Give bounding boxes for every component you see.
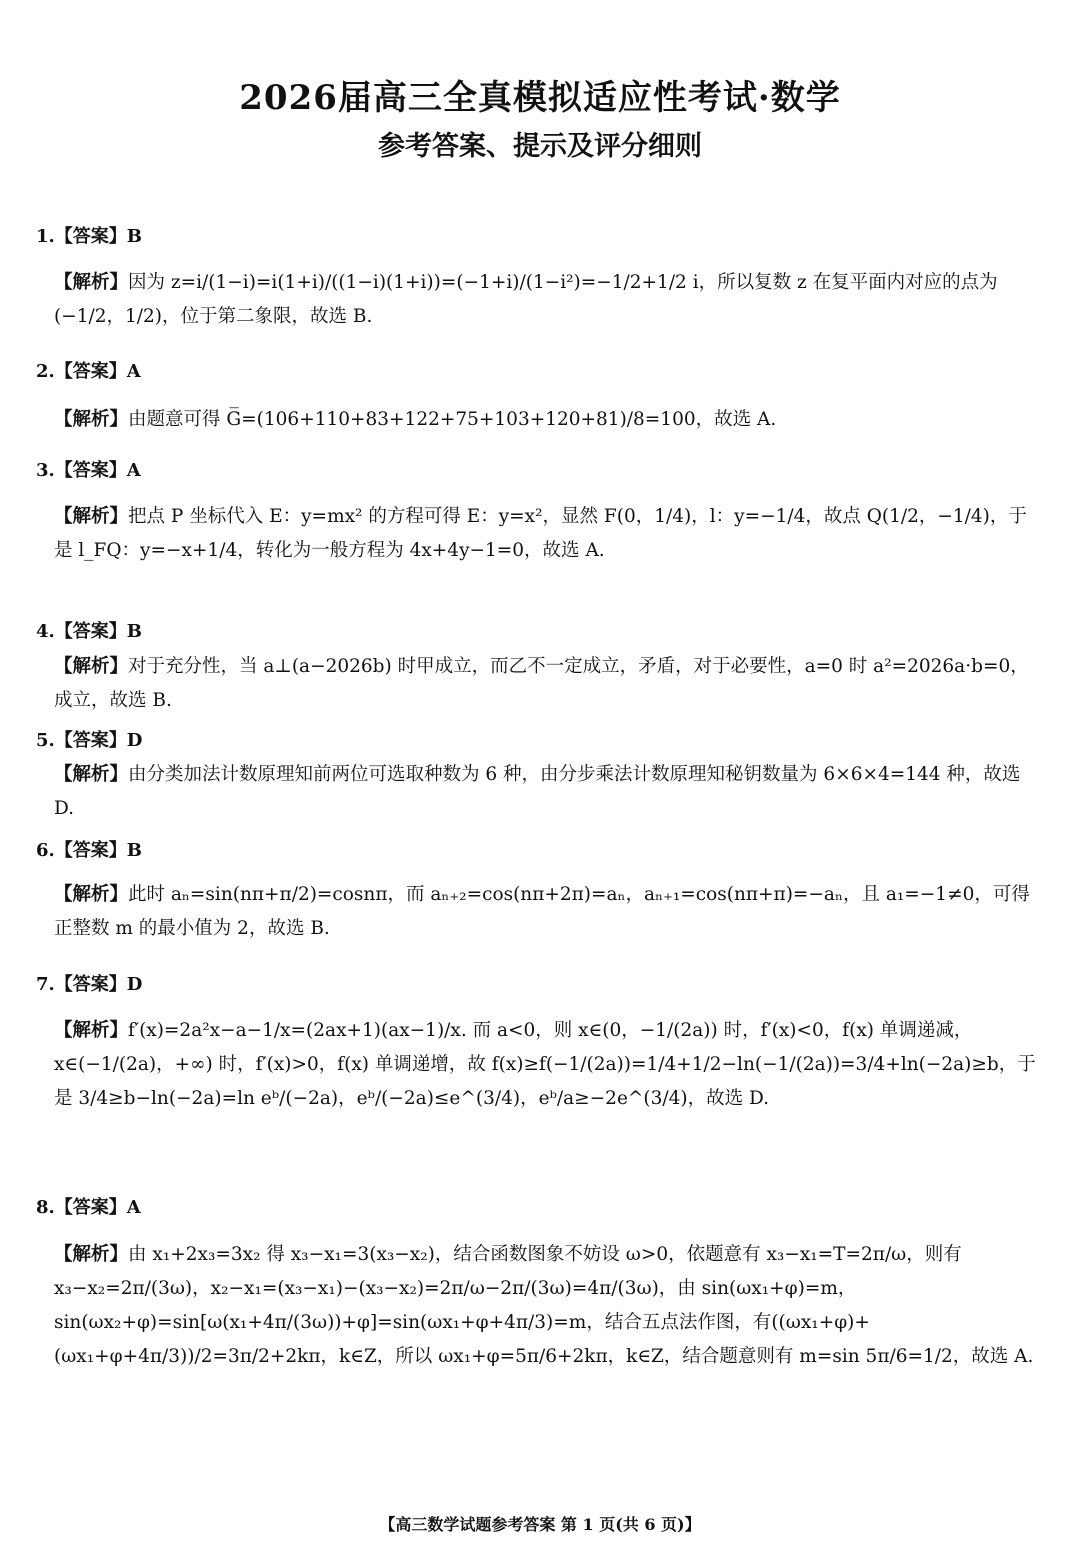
analysis-tag: 【解析】 [54, 272, 129, 293]
question-number: 1. [36, 226, 55, 247]
question-number: 6. [36, 840, 55, 861]
answer-tag: 【答案】 [54, 361, 127, 382]
analysis-tag: 【解析】 [54, 1020, 129, 1041]
analysis-7 [54, 1014, 1044, 1116]
page-title: 2026届高三全真模拟适应性考试·数学 [239, 78, 841, 118]
answer-tag: 【答案】 [54, 621, 127, 642]
analysis-8 [54, 1238, 1044, 1374]
answer-tag: 【答案】 [54, 730, 127, 751]
analysis-tag: 【解析】 [54, 764, 129, 785]
analysis-4 [54, 650, 1044, 718]
answer-line-7 [36, 970, 142, 996]
answer-tag: 【答案】 [54, 460, 127, 481]
analysis-text: 由题意可得 G̅=(106+110+83+122+75+103+120+81)/8=100，故选 A. [128, 409, 777, 430]
question-number: 4. [36, 621, 55, 642]
analysis-text: 此时 aₙ=sin(nπ+π/2)=cosnπ，而 aₙ₊₂=cos(nπ+2π)=aₙ，aₙ₊₁=cos(nπ+π)=−aₙ，且 a₁=−1≠0，可得正整数 m 的最小值为 2，故选 B. [54, 884, 1030, 939]
answer-tag: 【答案】 [54, 1197, 127, 1218]
answer-value: A [126, 361, 141, 382]
analysis-2 [54, 403, 1044, 437]
question-number: 3. [36, 460, 55, 481]
answer-value: A [126, 1197, 141, 1218]
answer-tag: 【答案】 [54, 974, 127, 995]
page-subtitle: 参考答案、提示及评分细则 [378, 131, 702, 162]
question-number: 7. [36, 974, 55, 995]
analysis-tag: 【解析】 [54, 1244, 129, 1265]
analysis-text: 由 x₁+2x₃=3x₂ 得 x₃−x₁=3(x₃−x₂)，结合函数图象不妨设 ω>0，依题意有 x₃−x₁=T=2π/ω，则有 x₃−x₂=2π/(3ω)，x₂−x₁=(x₃−x₁)−(x₃−x₂)=2π/ω−2π/(3ω)=4π/(3ω)，由 sin(ωx₁+φ)=m，sin(ωx₂+φ)=sin[ω(x₁+4π/(3ω))+φ]=sin(ωx₁+φ+4π/3)=m，结合五点法作图，有((ωx₁+φ)+(ωx₁+φ+4π/3))/2=3π/2+2kπ，k∈Z，所以 ωx₁+φ=5π/6+2kπ，k∈Z，结合题意则有 m=sin 5π/6=1/2，故选 A. [54, 1244, 1034, 1367]
analysis-text: 对于充分性，当 a⊥(a−2026b) 时甲成立，而乙不一定成立，矛盾，对于必要性，a=0 时 a²=2026a·b=0，成立，故选 B. [54, 656, 1029, 711]
answer-value: D [126, 974, 143, 995]
analysis-text: f′(x)=2a²x−a−1/x=(2ax+1)(ax−1)/x. 而 a<0，则 x∈(0，−1/(2a)) 时，f′(x)<0，f(x) 单调递减，x∈(−1/(2a)，+∞) 时，f′(x)>0，f(x) 单调递增，故 f(x)≥f(−1/(2a))=1/4+1/2−ln(−1/(2a))=3/4+ln(−2a)≥b，于是 3/4≥b−ln(−2a)=ln eᵇ/(−2a)，eᵇ/(−2a)≤e^(3/4)，eᵇ/a≥−2e^(3/4)，故选 D. [54, 1020, 1036, 1109]
analysis-tag: 【解析】 [54, 506, 129, 527]
analysis-tag: 【解析】 [54, 884, 129, 905]
analysis-tag: 【解析】 [54, 656, 129, 677]
analysis-1 [54, 266, 1044, 334]
answer-value: B [126, 621, 143, 642]
answer-tag: 【答案】 [54, 226, 127, 247]
answer-tag: 【答案】 [54, 840, 127, 861]
answer-line-6 [36, 836, 142, 862]
page-footer: 【高三数学试题参考答案 第 1 页(共 6 页)】 [379, 1515, 701, 1534]
analysis-tag: 【解析】 [54, 409, 129, 430]
analysis-3 [54, 500, 1044, 568]
answer-value: A [126, 460, 141, 481]
answer-line-8 [36, 1193, 141, 1219]
analysis-5 [54, 758, 1044, 826]
analysis-6 [54, 878, 1044, 946]
question-number: 2. [36, 361, 55, 382]
question-number: 5. [36, 730, 55, 751]
analysis-text: 把点 P 坐标代入 E：y=mx² 的方程可得 E：y=x²，显然 F(0，1/4)，l：y=−1/4，故点 Q(1/2，−1/4)，于是 l_FQ：y=−x+1/4，转化为一般方程为 4x+4y−1=0，故选 A. [54, 506, 1027, 561]
analysis-text: 由分类加法计数原理知前两位可选取种数为 6 种，由分步乘法计数原理知秘钥数量为 6×6×4=144 种，故选 D. [54, 764, 1021, 819]
analysis-text: 因为 z=i/(1−i)=i(1+i)/((1−i)(1+i))=(−1+i)/(1−i²)=−1/2+1/2 i，所以复数 z 在复平面内对应的点为(−1/2，1/2)，位于第二象限，故选 B. [54, 272, 998, 327]
answer-value: B [126, 226, 143, 247]
answer-value: D [126, 730, 143, 751]
answer-line-3 [36, 456, 141, 482]
answer-line-5 [36, 726, 142, 752]
answer-value: B [126, 840, 143, 861]
answer-line-4 [36, 617, 142, 643]
question-number: 8. [36, 1197, 55, 1218]
answer-line-1 [36, 222, 142, 248]
answer-line-2 [36, 357, 141, 383]
